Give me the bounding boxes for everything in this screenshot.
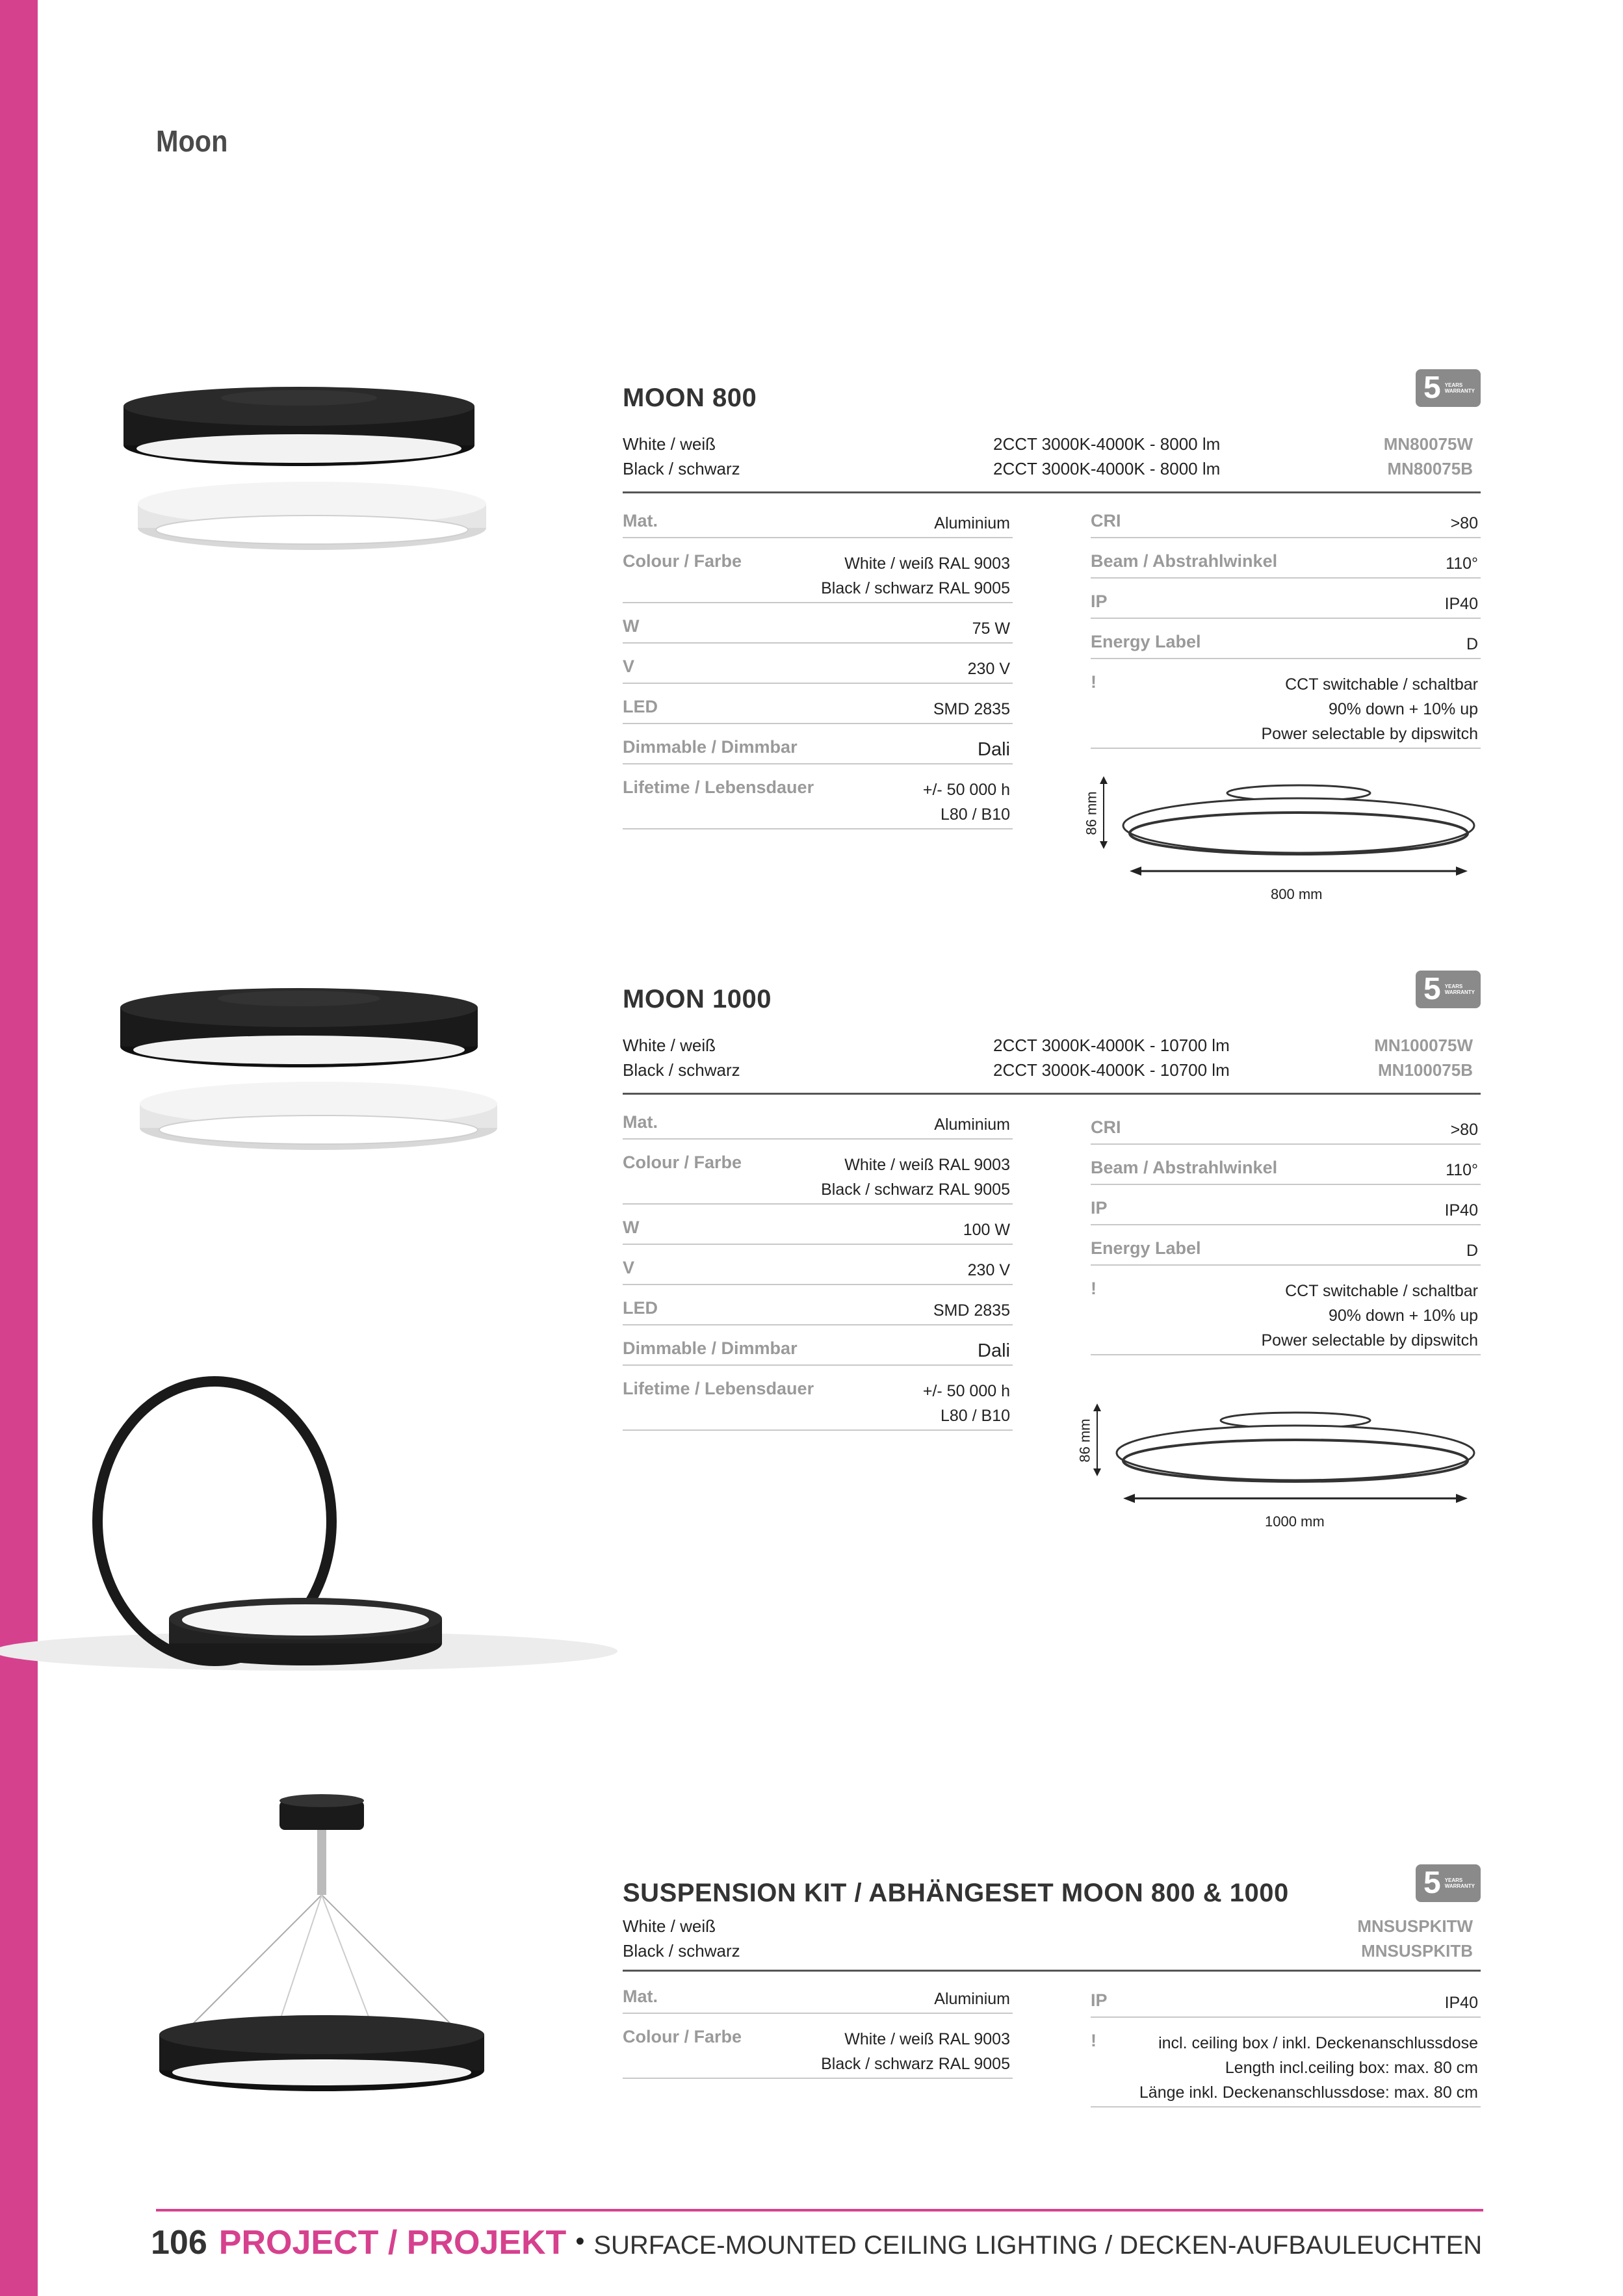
warranty-years: 5 bbox=[1423, 972, 1441, 1006]
spec-row bbox=[1091, 1275, 1481, 1355]
variant-code: MNSUSPKITB bbox=[1361, 1941, 1473, 1961]
spec-row bbox=[1091, 588, 1481, 619]
variant-colour: White / weiß bbox=[623, 1036, 716, 1055]
variant-spec: 2CCT 3000K-4000K - 10700 lm bbox=[993, 1060, 1230, 1080]
suspension-kit-image bbox=[149, 1794, 513, 2119]
spec-row bbox=[623, 1214, 1013, 1245]
warranty-badge bbox=[1416, 971, 1481, 1008]
variant-row bbox=[623, 1916, 1481, 1941]
spec-label: Mat. bbox=[623, 1987, 658, 2006]
variant-code: MN100075W bbox=[1374, 1036, 1473, 1055]
variant-colour: Black / schwarz bbox=[623, 1060, 740, 1080]
spec-row bbox=[1091, 1154, 1481, 1185]
section-title: PROJECT / PROJEKT bbox=[218, 2224, 567, 2262]
variant-colour: White / weiß bbox=[623, 1916, 716, 1936]
warranty-badge bbox=[1416, 1864, 1481, 1902]
spec-label: LED bbox=[623, 697, 658, 716]
warranty-text: YEARS WARRANTY bbox=[1444, 984, 1475, 995]
spec-row bbox=[1091, 2027, 1481, 2107]
spec-row bbox=[623, 693, 1013, 724]
spec-label: Lifetime / Lebensdauer bbox=[623, 1379, 814, 1398]
spec-row bbox=[623, 1294, 1013, 1325]
spec-label: Beam / Abstrahlwinkel bbox=[1091, 1158, 1278, 1177]
spec-row bbox=[623, 1108, 1013, 1140]
warranty-text: YEARS WARRANTY bbox=[1444, 1877, 1475, 1889]
spec-row bbox=[623, 1254, 1013, 1285]
spec-value: 230 V bbox=[967, 660, 1010, 678]
spec-value: IP40 bbox=[1444, 595, 1478, 613]
spec-value: IP40 bbox=[1444, 1201, 1478, 1220]
variant-row bbox=[623, 459, 1481, 484]
spec-value: SMD 2835 bbox=[933, 700, 1010, 718]
spec-value: White / weiß RAL 9003 Black / schwarz RAL 9005 bbox=[821, 2030, 1010, 2073]
width-dimension: 1000 mm bbox=[1265, 1513, 1325, 1530]
product-moon-800 bbox=[623, 371, 1481, 917]
footer-divider bbox=[156, 2209, 1483, 2211]
warranty-badge bbox=[1416, 369, 1481, 407]
spec-label: CRI bbox=[1091, 1117, 1121, 1137]
dimension-diagram bbox=[1078, 774, 1481, 884]
spec-value: White / weiß RAL 9003 Black / schwarz RAL 9005 bbox=[821, 554, 1010, 597]
variant-row bbox=[623, 1036, 1481, 1060]
spec-row bbox=[623, 1149, 1013, 1205]
spec-row bbox=[623, 2023, 1013, 2079]
spec-value: IP40 bbox=[1444, 1994, 1478, 2012]
variant-code: MN80075B bbox=[1387, 459, 1473, 478]
variant-row bbox=[623, 1941, 1481, 1966]
spec-label: LED bbox=[623, 1298, 658, 1318]
spec-label: IP bbox=[1091, 592, 1108, 611]
spec-label: Mat. bbox=[623, 1112, 658, 1132]
divider bbox=[623, 1093, 1481, 1095]
moon-table-lamp-image bbox=[0, 1352, 624, 1716]
spec-label: ! bbox=[1091, 1279, 1097, 1298]
spec-label: Dimmable / Dimmbar bbox=[623, 737, 798, 757]
variant-spec: 2CCT 3000K-4000K - 8000 lm bbox=[993, 434, 1221, 454]
spec-label: IP bbox=[1091, 1990, 1108, 2010]
spec-row bbox=[1091, 1194, 1481, 1225]
spec-row bbox=[1091, 1114, 1481, 1145]
spec-label: CRI bbox=[1091, 511, 1121, 530]
spec-value: Dali bbox=[978, 739, 1010, 760]
variant-row bbox=[623, 434, 1481, 459]
spec-value: D bbox=[1466, 1242, 1478, 1260]
spec-label: Colour / Farbe bbox=[623, 2027, 742, 2046]
variant-code: MN100075B bbox=[1378, 1060, 1473, 1080]
spec-label: W bbox=[623, 1218, 640, 1237]
spec-label: ! bbox=[1091, 672, 1097, 692]
warranty-text: YEARS WARRANTY bbox=[1444, 382, 1475, 394]
variant-colour: Black / schwarz bbox=[623, 459, 740, 478]
variant-spec: 2CCT 3000K-4000K - 8000 lm bbox=[993, 459, 1221, 478]
spec-row bbox=[1091, 628, 1481, 659]
spec-row bbox=[623, 507, 1013, 538]
footer-separator: • bbox=[575, 2227, 585, 2256]
spec-label: V bbox=[623, 1258, 635, 1277]
dimension-diagram bbox=[1071, 1401, 1481, 1511]
divider bbox=[623, 1970, 1481, 1972]
spec-row bbox=[623, 612, 1013, 644]
spec-label: Colour / Farbe bbox=[623, 551, 742, 571]
spec-value: 100 W bbox=[963, 1221, 1010, 1239]
warranty-years: 5 bbox=[1423, 1866, 1441, 1900]
spec-value: D bbox=[1466, 635, 1478, 653]
spec-row bbox=[623, 653, 1013, 684]
spec-label: IP bbox=[1091, 1198, 1108, 1218]
height-dimension: 86 mm bbox=[1076, 1418, 1093, 1463]
spec-value: 75 W bbox=[972, 620, 1010, 638]
warranty-years: 5 bbox=[1423, 371, 1441, 405]
spec-label: Energy Label bbox=[1091, 632, 1201, 651]
product-title: MOON 800 bbox=[623, 384, 757, 412]
accent-sidebar bbox=[0, 0, 38, 2296]
spec-value: CCT switchable / schaltbar 90% down + 10% up Power selectable by dipswitch bbox=[1261, 675, 1478, 743]
moon-800-image bbox=[117, 384, 507, 566]
category-title: SURFACE-MOUNTED CEILING LIGHTING / DECKEN-AUFBAULEUCHTEN bbox=[593, 2231, 1483, 2260]
spec-value: White / weiß RAL 9003 Black / schwarz RAL 9005 bbox=[821, 1156, 1010, 1199]
variant-row bbox=[623, 1060, 1481, 1085]
variant-colour: White / weiß bbox=[623, 434, 716, 454]
spec-row bbox=[623, 733, 1013, 764]
product-title: MOON 1000 bbox=[623, 985, 772, 1013]
spec-label: Colour / Farbe bbox=[623, 1153, 742, 1172]
spec-value: 110° bbox=[1446, 1161, 1478, 1179]
product-suspension-kit bbox=[623, 1866, 1481, 2113]
spec-label: Energy Label bbox=[1091, 1238, 1201, 1258]
spec-value: 110° bbox=[1446, 554, 1478, 573]
spec-row bbox=[623, 547, 1013, 603]
spec-value: >80 bbox=[1450, 514, 1478, 532]
spec-value: Aluminium bbox=[934, 1115, 1010, 1134]
spec-label: W bbox=[623, 616, 640, 636]
page-title: Moon bbox=[156, 124, 228, 158]
spec-row bbox=[623, 774, 1013, 829]
variant-spec: 2CCT 3000K-4000K - 10700 lm bbox=[993, 1036, 1230, 1055]
spec-row bbox=[623, 1335, 1013, 1366]
spec-label: V bbox=[623, 657, 635, 676]
spec-label: Lifetime / Lebensdauer bbox=[623, 777, 814, 797]
spec-row bbox=[1091, 507, 1481, 538]
spec-label: Dimmable / Dimmbar bbox=[623, 1338, 798, 1358]
spec-row bbox=[1091, 1234, 1481, 1266]
variant-code: MN80075W bbox=[1383, 434, 1473, 454]
spec-label: ! bbox=[1091, 2031, 1097, 2050]
page-number: 106 bbox=[151, 2224, 207, 2262]
spec-value: SMD 2835 bbox=[933, 1301, 1010, 1320]
spec-value: CCT switchable / schaltbar 90% down + 10% up Power selectable by dipswitch bbox=[1261, 1282, 1478, 1350]
spec-row bbox=[623, 1375, 1013, 1431]
spec-row bbox=[1091, 1987, 1481, 2018]
dimension-drawing bbox=[1078, 774, 1481, 910]
footer bbox=[151, 2223, 1482, 2262]
spec-value: +/- 50 000 h L80 / B10 bbox=[922, 1382, 1010, 1425]
spec-value: Dali bbox=[978, 1340, 1010, 1361]
spec-value: +/- 50 000 h L80 / B10 bbox=[922, 781, 1010, 824]
dimension-drawing bbox=[1071, 1401, 1481, 1537]
variant-colour: Black / schwarz bbox=[623, 1941, 740, 1961]
spec-value: >80 bbox=[1450, 1121, 1478, 1139]
spec-value: incl. ceiling box / inkl. Deckenanschlussdose Length incl.ceiling box: max. 80 cm Länge inkl. Deckenanschlussdose: max. 80 cm bbox=[1139, 2034, 1478, 2102]
product-moon-1000 bbox=[623, 972, 1481, 1537]
moon-1000-image bbox=[117, 982, 507, 1164]
height-dimension: 86 mm bbox=[1083, 791, 1100, 835]
variant-code: MNSUSPKITW bbox=[1357, 1916, 1473, 1936]
spec-value: Aluminium bbox=[934, 514, 1010, 532]
spec-label: Mat. bbox=[623, 511, 658, 530]
product-title: SUSPENSION KIT / ABHÄNGESET MOON 800 & 1000 bbox=[623, 1879, 1289, 1907]
spec-row bbox=[1091, 668, 1481, 749]
spec-value: Aluminium bbox=[934, 1990, 1010, 2008]
spec-row bbox=[623, 1983, 1013, 2014]
divider bbox=[623, 491, 1481, 493]
spec-value: 230 V bbox=[967, 1261, 1010, 1279]
width-dimension: 800 mm bbox=[1271, 886, 1323, 902]
spec-label: Beam / Abstrahlwinkel bbox=[1091, 551, 1278, 571]
spec-row bbox=[1091, 547, 1481, 579]
